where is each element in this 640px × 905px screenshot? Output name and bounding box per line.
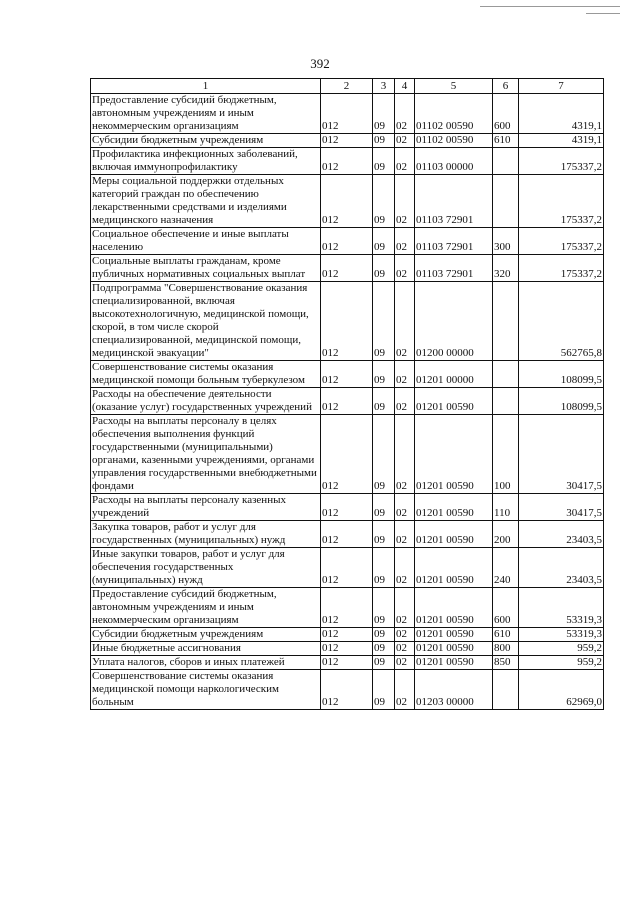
- cell-subsection: 02: [395, 670, 415, 710]
- cell-ved-code: 012: [321, 521, 373, 548]
- cell-name: Социальное обеспечение и иные выплаты населению: [91, 228, 321, 255]
- table-row: [91, 148, 604, 175]
- cell-expense-type: 800: [493, 642, 519, 656]
- cell-subsection: 02: [395, 228, 415, 255]
- cell-subsection: 02: [395, 361, 415, 388]
- cell-name: Предоставление субсидий бюджетным, автономным учреждениям и иным некоммерческим организациям: [91, 94, 321, 134]
- header-cell: 7: [519, 79, 604, 94]
- cell-target-article: 01102 00590: [415, 134, 493, 148]
- cell-section: 09: [373, 521, 395, 548]
- cell-ved-code: 012: [321, 148, 373, 175]
- cell-target-article: 01102 00590: [415, 94, 493, 134]
- cell-expense-type: [493, 148, 519, 175]
- cell-expense-type: [493, 282, 519, 361]
- table-row: [91, 282, 604, 361]
- cell-section: 09: [373, 388, 395, 415]
- table-row: [91, 521, 604, 548]
- cell-expense-type: [493, 175, 519, 228]
- cell-section: 09: [373, 670, 395, 710]
- header-cell: 3: [373, 79, 395, 94]
- cell-ved-code: 012: [321, 361, 373, 388]
- cell-amount: 53319,3: [519, 588, 604, 628]
- cell-target-article: 01201 00590: [415, 656, 493, 670]
- cell-subsection: 02: [395, 642, 415, 656]
- cell-subsection: 02: [395, 415, 415, 494]
- cell-ved-code: 012: [321, 642, 373, 656]
- cell-section: 09: [373, 548, 395, 588]
- cell-expense-type: 600: [493, 588, 519, 628]
- cell-ved-code: 012: [321, 388, 373, 415]
- table-row: [91, 656, 604, 670]
- cell-section: 09: [373, 134, 395, 148]
- cell-name: Подпрограмма "Совершенствование оказания специализированной, включая высокотехнологичную, медицинской помощи, скорой, в том числе скорой специализированной, медицинской помощи, медицинской эвакуации": [91, 282, 321, 361]
- cell-amount: 175337,2: [519, 228, 604, 255]
- table-row: [91, 548, 604, 588]
- table-row: [91, 361, 604, 388]
- cell-amount: 53319,3: [519, 628, 604, 642]
- cell-name: Совершенствование системы оказания медицинской помощи наркологическим больным: [91, 670, 321, 710]
- table-row: [91, 134, 604, 148]
- cell-section: 09: [373, 642, 395, 656]
- cell-ved-code: 012: [321, 415, 373, 494]
- cell-section: 09: [373, 94, 395, 134]
- cell-expense-type: [493, 388, 519, 415]
- table-row: [91, 94, 604, 134]
- cell-target-article: 01201 00590: [415, 642, 493, 656]
- page-number: 392: [310, 56, 330, 71]
- cell-amount: 30417,5: [519, 415, 604, 494]
- header-cell: 5: [415, 79, 493, 94]
- cell-section: 09: [373, 628, 395, 642]
- cell-name: Меры социальной поддержки отдельных категорий граждан по обеспечению лекарственными средствами и изделиями медицинского назначения: [91, 175, 321, 228]
- cell-ved-code: 012: [321, 282, 373, 361]
- table-body: [91, 94, 604, 710]
- cell-name: Расходы на обеспечение деятельности (оказание услуг) государственных учреждений: [91, 388, 321, 415]
- cell-ved-code: 012: [321, 670, 373, 710]
- cell-name: Расходы на выплаты персоналу в целях обеспечения выполнения функций государственными (муниципальными) органами, казенными учреждениями, органами управления государственными внебюджетными фондами: [91, 415, 321, 494]
- cell-subsection: 02: [395, 494, 415, 521]
- cell-ved-code: 012: [321, 628, 373, 642]
- cell-target-article: 01201 00590: [415, 548, 493, 588]
- cell-ved-code: 012: [321, 175, 373, 228]
- cell-section: 09: [373, 175, 395, 228]
- cell-expense-type: 240: [493, 548, 519, 588]
- cell-ved-code: 012: [321, 134, 373, 148]
- cell-amount: 4319,1: [519, 94, 604, 134]
- cell-name: Субсидии бюджетным учреждениям: [91, 628, 321, 642]
- table-row: [91, 175, 604, 228]
- table-row: [91, 494, 604, 521]
- cell-ved-code: 012: [321, 548, 373, 588]
- cell-ved-code: 012: [321, 656, 373, 670]
- cell-name: Уплата налогов, сборов и иных платежей: [91, 656, 321, 670]
- cell-subsection: 02: [395, 548, 415, 588]
- cell-target-article: 01201 00590: [415, 388, 493, 415]
- cell-amount: 23403,5: [519, 548, 604, 588]
- table-row: [91, 255, 604, 282]
- cell-amount: 23403,5: [519, 521, 604, 548]
- cell-target-article: 01201 00590: [415, 521, 493, 548]
- cell-amount: 175337,2: [519, 175, 604, 228]
- cell-expense-type: 850: [493, 656, 519, 670]
- table-row: [91, 642, 604, 656]
- cell-ved-code: 012: [321, 228, 373, 255]
- header-cell: 6: [493, 79, 519, 94]
- table-row: [91, 228, 604, 255]
- table-header-row: [91, 79, 604, 94]
- cell-target-article: 01103 00000: [415, 148, 493, 175]
- cell-amount: 562765,8: [519, 282, 604, 361]
- cell-name: Иные закупки товаров, работ и услуг для обеспечения государственных (муниципальных) нужд: [91, 548, 321, 588]
- table-row: [91, 388, 604, 415]
- cell-expense-type: [493, 670, 519, 710]
- cell-name: Совершенствование системы оказания медицинской помощи больным туберкулезом: [91, 361, 321, 388]
- cell-ved-code: 012: [321, 255, 373, 282]
- header-cell: 1: [91, 79, 321, 94]
- cell-amount: 959,2: [519, 642, 604, 656]
- cell-target-article: 01203 00000: [415, 670, 493, 710]
- cell-subsection: 02: [395, 588, 415, 628]
- cell-target-article: 01201 00590: [415, 494, 493, 521]
- cell-expense-type: 300: [493, 228, 519, 255]
- scan-artifact-line: [586, 13, 620, 14]
- cell-subsection: 02: [395, 521, 415, 548]
- cell-subsection: 02: [395, 255, 415, 282]
- cell-section: 09: [373, 228, 395, 255]
- cell-section: 09: [373, 255, 395, 282]
- cell-target-article: 01103 72901: [415, 228, 493, 255]
- cell-section: 09: [373, 361, 395, 388]
- cell-expense-type: 610: [493, 628, 519, 642]
- cell-amount: 62969,0: [519, 670, 604, 710]
- cell-name: Расходы на выплаты персоналу казенных учреждений: [91, 494, 321, 521]
- cell-expense-type: 600: [493, 94, 519, 134]
- cell-expense-type: 610: [493, 134, 519, 148]
- cell-target-article: 01201 00590: [415, 588, 493, 628]
- cell-expense-type: [493, 361, 519, 388]
- cell-amount: 108099,5: [519, 388, 604, 415]
- cell-amount: 959,2: [519, 656, 604, 670]
- cell-amount: 175337,2: [519, 255, 604, 282]
- cell-target-article: 01200 00000: [415, 282, 493, 361]
- cell-subsection: 02: [395, 134, 415, 148]
- cell-name: Профилактика инфекционных заболеваний, включая иммунопрофилактику: [91, 148, 321, 175]
- cell-target-article: 01201 00000: [415, 361, 493, 388]
- cell-expense-type: 110: [493, 494, 519, 521]
- cell-subsection: 02: [395, 282, 415, 361]
- cell-subsection: 02: [395, 94, 415, 134]
- cell-target-article: 01103 72901: [415, 175, 493, 228]
- cell-target-article: 01201 00590: [415, 628, 493, 642]
- table-row: [91, 670, 604, 710]
- cell-name: Закупка товаров, работ и услуг для государственных (муниципальных) нужд: [91, 521, 321, 548]
- scan-artifact-line: [480, 6, 620, 7]
- cell-target-article: 01103 72901: [415, 255, 493, 282]
- cell-ved-code: 012: [321, 494, 373, 521]
- cell-section: 09: [373, 494, 395, 521]
- cell-amount: 108099,5: [519, 361, 604, 388]
- header-cell: 4: [395, 79, 415, 94]
- cell-subsection: 02: [395, 388, 415, 415]
- cell-section: 09: [373, 282, 395, 361]
- cell-expense-type: 100: [493, 415, 519, 494]
- table-row: [91, 415, 604, 494]
- cell-expense-type: 320: [493, 255, 519, 282]
- cell-ved-code: 012: [321, 94, 373, 134]
- budget-table: [90, 78, 604, 710]
- cell-amount: 30417,5: [519, 494, 604, 521]
- header-cell: 2: [321, 79, 373, 94]
- cell-subsection: 02: [395, 148, 415, 175]
- cell-subsection: 02: [395, 656, 415, 670]
- cell-amount: 175337,2: [519, 148, 604, 175]
- cell-section: 09: [373, 415, 395, 494]
- cell-section: 09: [373, 656, 395, 670]
- table-row: [91, 628, 604, 642]
- cell-target-article: 01201 00590: [415, 415, 493, 494]
- cell-subsection: 02: [395, 175, 415, 228]
- cell-ved-code: 012: [321, 588, 373, 628]
- cell-section: 09: [373, 148, 395, 175]
- cell-name: Субсидии бюджетным учреждениям: [91, 134, 321, 148]
- cell-amount: 4319,1: [519, 134, 604, 148]
- cell-subsection: 02: [395, 628, 415, 642]
- cell-name: Иные бюджетные ассигнования: [91, 642, 321, 656]
- cell-name: Предоставление субсидий бюджетным, автономным учреждениям и иным некоммерческим организациям: [91, 588, 321, 628]
- cell-name: Социальные выплаты гражданам, кроме публичных нормативных социальных выплат: [91, 255, 321, 282]
- cell-expense-type: 200: [493, 521, 519, 548]
- cell-section: 09: [373, 588, 395, 628]
- table-row: [91, 588, 604, 628]
